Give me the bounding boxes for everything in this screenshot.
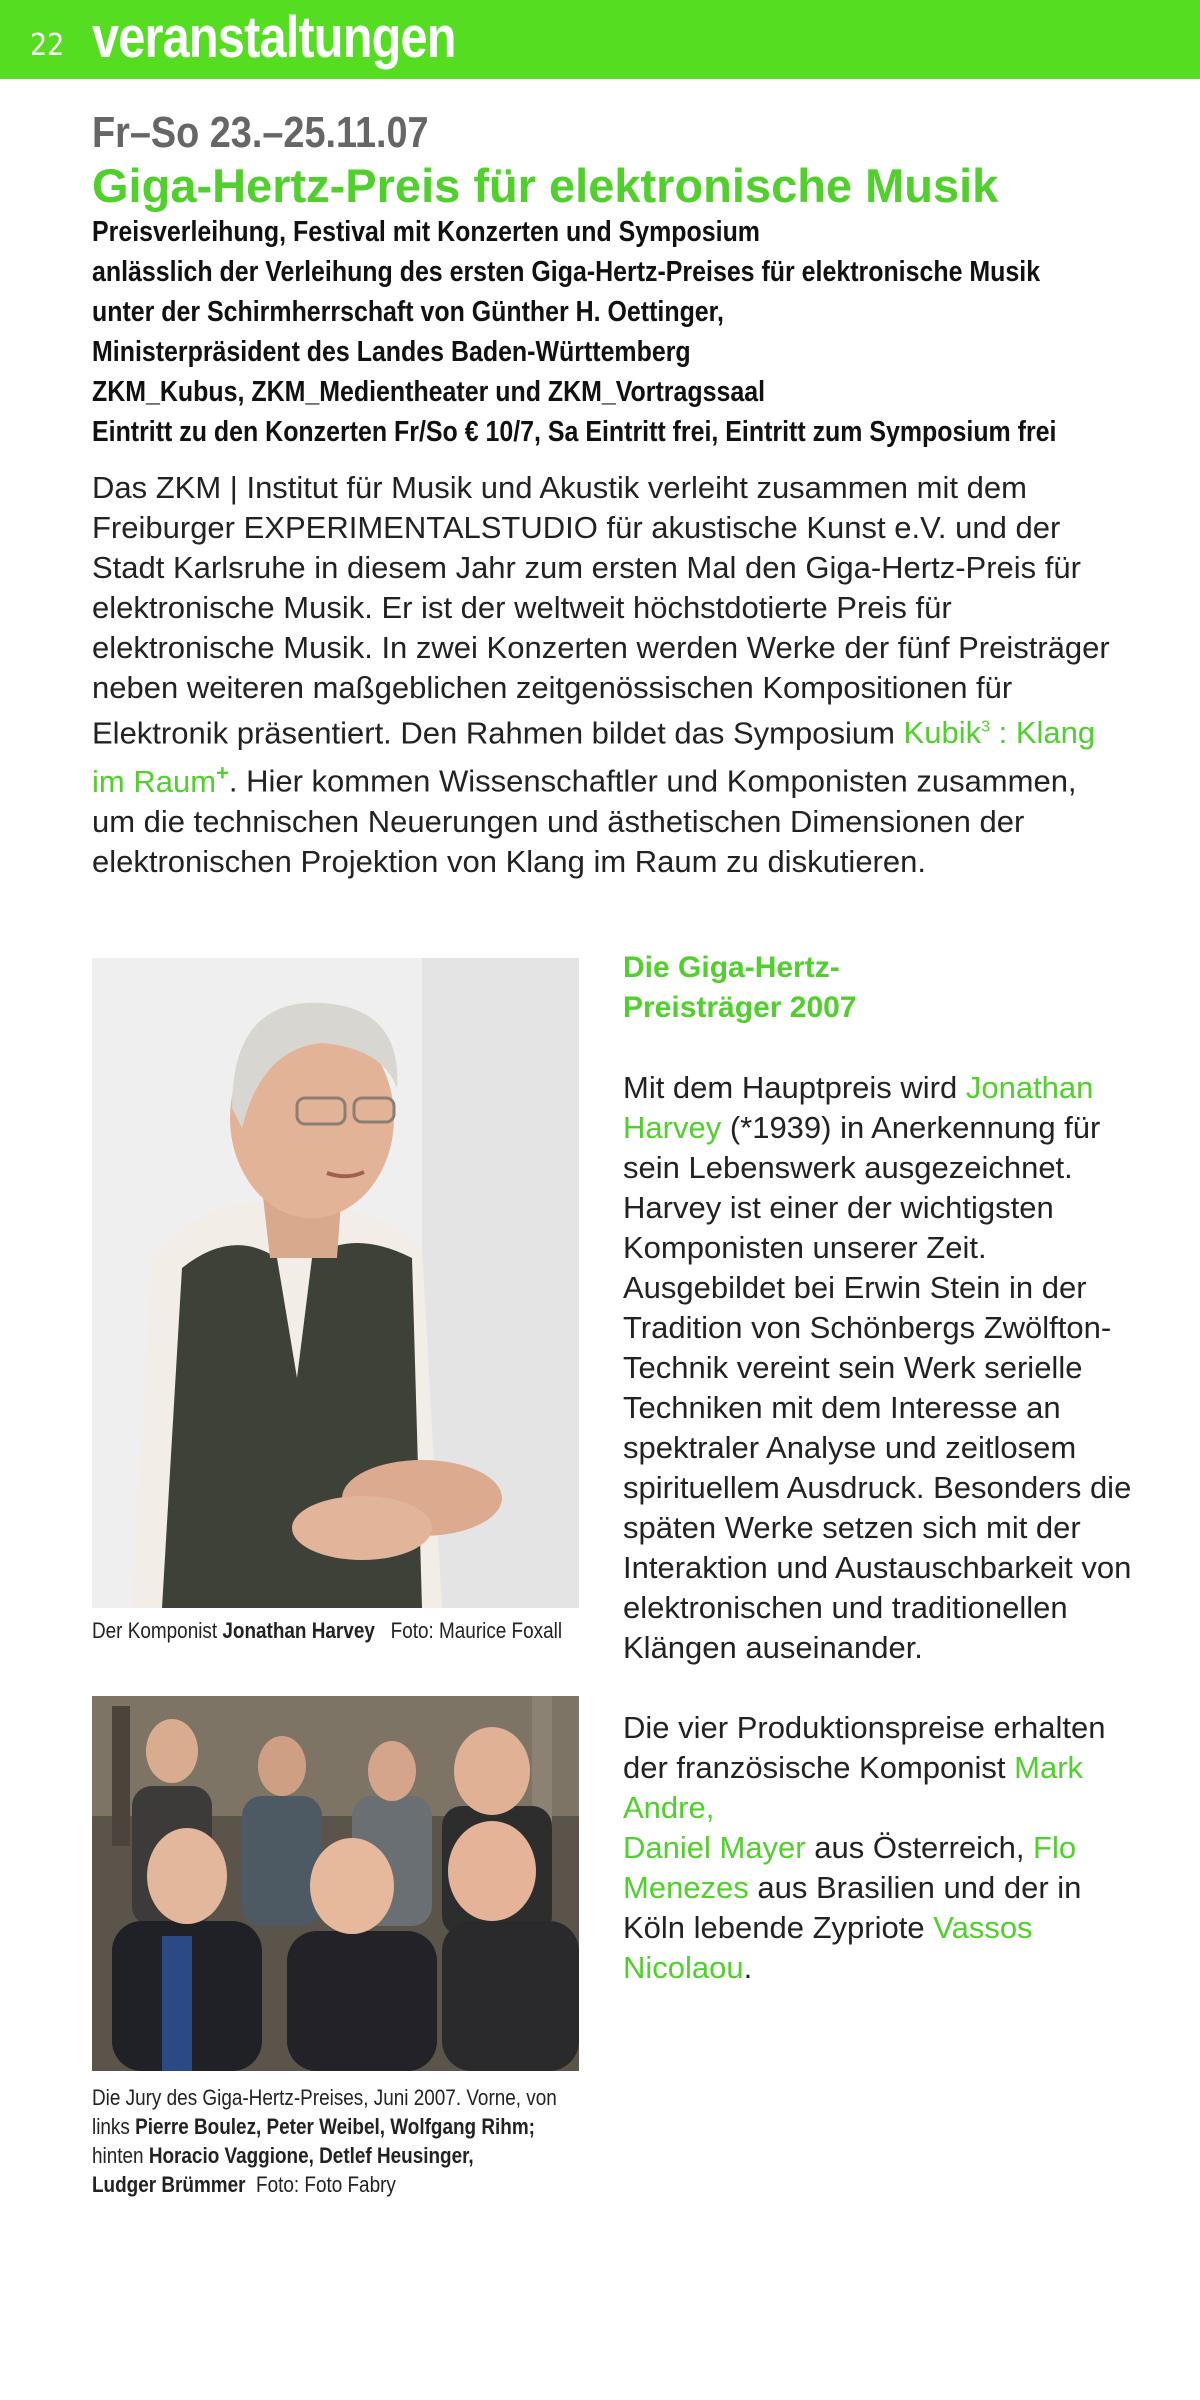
event-detail-line: unter der Schirmherrschaft von Günther H. Oettinger, — [92, 296, 724, 328]
production-prizes-paragraph — [623, 1708, 1143, 1988]
winner-link-andre[interactable]: Mark Andre, — [623, 1750, 1084, 1825]
paragraph-text: Die vier Produktionspreise erhalten der französische Komponist — [623, 1710, 1106, 1785]
caption-name: Jonathan Harvey — [222, 1618, 375, 1643]
paragraph-text: . — [743, 1950, 753, 1985]
symposium-link-rest: : Klang im Raum — [92, 715, 1096, 799]
caption-names: Ludger Brümmer — [92, 2172, 246, 2197]
jury-photo — [92, 1696, 579, 2071]
portrait-illustration — [92, 958, 579, 1608]
winner-link-mayer[interactable]: Daniel Mayer — [623, 1830, 806, 1865]
winners-heading — [623, 948, 1143, 1028]
event-detail-line: ZKM_Kubus, ZKM_Medientheater und ZKM_Vortragssaal — [92, 376, 766, 408]
caption-line — [92, 2141, 557, 2170]
jury-caption — [92, 2083, 557, 2199]
section-title: veranstaltungen — [92, 5, 456, 70]
winners-heading-line: Preisträger 2007 — [623, 991, 857, 1024]
intro-text: Das ZKM | Institut für Musik und Akustik verleiht zusammen mit dem Freiburger EXPERIMENTALSTUDIO für akustische Kunst e.V. und der Stadt Karlsruhe in diesem Jahr zum ersten Mal den Giga-Hertz-Preis für elektronische Musik. Er ist der weltweit höchstdotierte Preis für elektronische Musik. In zwei Konzerten werden Werke der fünf Preisträger neben weiteren maßgeblichen zeitgenössischen Kompositionen für Elektronik präsentiert. Den Rahmen bildet das Symposium — [92, 470, 1110, 751]
caption-text: Der Komponist — [92, 1618, 223, 1643]
event-date: Fr–So 23.–25.11.07 — [92, 108, 429, 157]
intro-paragraph — [92, 468, 1122, 882]
caption-line: Die Jury des Giga-Hertz-Preises, Juni 2007. Vorne, von — [92, 2085, 557, 2110]
section-header-bar — [0, 0, 1200, 79]
winner-link-nicolaou[interactable]: Vassos Nicolaou — [623, 1910, 1033, 1985]
event-detail-line: anlässlich der Verleihung des ersten Giga-Hertz-Preises für elektronische Musik — [92, 256, 1041, 288]
event-detail-line: Eintritt zu den Konzerten Fr/So € 10/7, Sa Eintritt frei, Eintritt zum Symposium frei — [92, 416, 1057, 448]
paragraph-text: aus Brasilien und der in Köln lebende Zypriote — [623, 1870, 1082, 1945]
symposium-plus: + — [216, 760, 229, 786]
jury-illustration — [92, 1696, 579, 2071]
paragraph-text: (*1939) in Anerkennung für sein Lebenswerk ausgezeichnet. Harvey ist einer der wichtigsten Komponisten unserer Zeit. Ausgebildet bei Erwin Stein in der Tradition von Schönbergs Zwölfton-Technik vereint sein Werk serielle Techniken mit dem Interesse an spektraler Analyse und zeitlosem spirituellem Ausdruck. Besonders die späten Werke setzen sich mit der Interaktion und Austauschbarkeit von elektronischen und traditionellen Klängen auseinander. — [623, 1110, 1132, 1665]
event-details — [92, 212, 1141, 452]
event-detail-line: Preisverleihung, Festival mit Konzerten und Symposium — [92, 216, 760, 248]
symposium-superscript: 3 — [981, 719, 990, 736]
portrait-photo — [92, 958, 579, 1608]
caption-text: links — [92, 2114, 136, 2139]
caption-text: hinten — [92, 2143, 149, 2168]
winners-column — [623, 948, 1143, 1988]
caption-line — [92, 2112, 557, 2141]
winner-link-menezes[interactable]: Flo Menezes — [623, 1830, 1077, 1905]
main-prize-paragraph — [623, 1068, 1143, 1668]
caption-credit: Foto: Foto Fabry — [245, 2172, 396, 2197]
winner-link-harvey[interactable]: Jonathan Harvey — [623, 1070, 1094, 1145]
intro-text-continued: . Hier kommen Wissenschaftler und Komponisten zusammen, um die technischen Neuerungen und ästhetischen Dimensionen der elektronischen Projektion von Klang im Raum zu diskutieren. — [92, 763, 1077, 879]
paragraph-text: aus Österreich, — [805, 1830, 1034, 1865]
page-number: 22 — [30, 28, 65, 63]
paragraph-text: Mit dem Hauptpreis wird — [623, 1070, 966, 1105]
winners-heading-line: Die Giga-Hertz- — [623, 951, 840, 984]
portrait-caption — [92, 1616, 562, 1645]
caption-credit: Foto: Maurice Foxall — [374, 1618, 563, 1643]
caption-names: Pierre Boulez, Peter Weibel, Wolfgang Rihm; — [135, 2114, 535, 2139]
event-title: Giga-Hertz-Preis für elektronische Musik — [92, 159, 999, 212]
event-detail-line: Ministerpräsident des Landes Baden-Württemberg — [92, 336, 691, 368]
caption-line — [92, 2170, 557, 2199]
caption-names: Horacio Vaggione, Detlef Heusinger, — [148, 2143, 474, 2168]
symposium-link-text: Kubik — [903, 715, 982, 751]
